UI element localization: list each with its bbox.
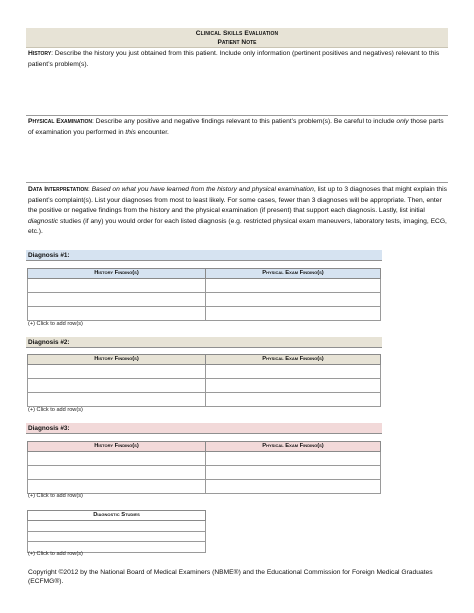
table-row — [28, 531, 206, 542]
history-finding-cell[interactable] — [28, 480, 206, 494]
history-finding-cell[interactable] — [28, 452, 206, 466]
history-finding-cell[interactable] — [28, 307, 206, 321]
physical-exam-findings-header: Physical Exam Finding(s) — [206, 442, 381, 452]
table-row — [28, 279, 381, 293]
table-row — [28, 452, 381, 466]
diagnosis-3-band — [26, 423, 382, 434]
physical-finding-cell[interactable] — [206, 393, 381, 407]
form-subtitle: Patient Note — [217, 39, 257, 46]
diagnosis-1-band — [26, 250, 382, 261]
physical-finding-cell[interactable] — [206, 279, 381, 293]
physical-finding-cell[interactable] — [206, 480, 381, 494]
table-row — [28, 365, 381, 379]
form-title: Clinical Skills Evaluation — [195, 30, 279, 37]
diagnostic-study-cell[interactable] — [28, 531, 206, 542]
physical-finding-cell[interactable] — [206, 379, 381, 393]
data-interpretation-section — [28, 185, 448, 238]
history-findings-header: History Finding(s) — [28, 442, 206, 452]
table-row — [28, 521, 206, 532]
physical-exam-findings-header: Physical Exam Finding(s) — [206, 355, 381, 365]
physical-exam-emphasis-only: only — [396, 118, 409, 125]
data-interpretation-colon: : — [87, 186, 92, 193]
physical-exam-text-1: : Describe any positive and negative findings relevant to this patient’s problem(s). Be careful to include — [92, 118, 397, 125]
table-row — [28, 293, 381, 307]
table-row — [28, 307, 381, 321]
history-finding-cell[interactable] — [28, 379, 206, 393]
physical-finding-cell[interactable] — [206, 466, 381, 480]
data-interpretation-text-1: , list up to 3 diagnoses that might explain this patient’s complaint(s). List your diagnoses from most to least likely. For some cases, fewer than 3 diagnoses will be appropriate. Then, enter the positive or negative findings from the history and the physical examination (if present) that support each diagnosis. Lastly, list initial — [28, 186, 447, 215]
physical-exam-findings-header: Physical Exam Finding(s) — [206, 269, 381, 279]
data-interpretation-text-2: studies (if any) you would order for each listed diagnosis (e.g. restricted physical exam maneuvers, laboratory tests, imaging, ECG, etc.). — [28, 217, 447, 236]
diagnosis-1-add-row-button[interactable]: (+) Click to add row(s) — [28, 321, 83, 327]
copyright-notice: Copyright ©2012 by the National Board of Medical Examiners (NBME®) and the Educational Commission for Foreign Medical Graduates (ECFMG®). — [28, 569, 433, 585]
diagnostic-studies-table — [27, 510, 206, 553]
table-row — [28, 480, 381, 494]
diagnosis-2-add-row-button[interactable]: (+) Click to add row(s) — [28, 407, 83, 413]
diagnosis-1-table — [27, 268, 381, 321]
physical-finding-cell[interactable] — [206, 293, 381, 307]
data-interpretation-label: Data Interpretation — [28, 186, 88, 193]
diagnosis-3-label: Diagnosis #3: — [28, 425, 70, 432]
physical-exam-text-2: those parts of examination you performed in — [28, 118, 444, 136]
history-findings-header: History Finding(s) — [28, 269, 206, 279]
data-interpretation-intro: Based on what you have learned from the history and physical examination — [91, 186, 314, 193]
diagnosis-1-label: Diagnosis #1: — [28, 252, 70, 259]
table-row — [28, 393, 381, 407]
diagnostic-studies-add-row-button[interactable]: (+) Click to add row(s) — [28, 551, 83, 557]
history-finding-cell[interactable] — [28, 279, 206, 293]
physical-finding-cell[interactable] — [206, 365, 381, 379]
history-divider — [26, 115, 448, 116]
diagnosis-3-table — [27, 441, 381, 494]
diagnostic-study-cell[interactable] — [28, 521, 206, 532]
physical-exam-section[interactable] — [28, 117, 448, 138]
history-findings-header: History Finding(s) — [28, 355, 206, 365]
physical-finding-cell[interactable] — [206, 307, 381, 321]
data-interpretation-emphasis-diagnostic: diagnostic — [28, 217, 59, 225]
history-finding-cell[interactable] — [28, 365, 206, 379]
diagnostic-studies-header: Diagnostic Studies — [28, 511, 206, 521]
diagnosis-3-add-row-button[interactable]: (+) Click to add row(s) — [28, 493, 83, 499]
table-row — [28, 379, 381, 393]
physical-exam-text-3: encounter. — [135, 128, 169, 136]
history-finding-cell[interactable] — [28, 293, 206, 307]
physical-exam-emphasis-this: this — [125, 128, 136, 136]
history-label: History — [28, 50, 52, 57]
physical-finding-cell[interactable] — [206, 452, 381, 466]
diagnosis-2-band — [26, 337, 382, 348]
diagnosis-2-table — [27, 354, 381, 407]
history-section[interactable] — [28, 49, 448, 70]
table-row — [28, 466, 381, 480]
history-finding-cell[interactable] — [28, 393, 206, 407]
history-finding-cell[interactable] — [28, 466, 206, 480]
history-instructions: : Describe the history you just obtained from this patient. Include only information (pertinent positives and negatives) relevant to this patient’s problem(s). — [28, 50, 440, 68]
physical-exam-divider — [26, 182, 448, 183]
diagnosis-2-label: Diagnosis #2: — [28, 339, 70, 346]
physical-exam-label: Physical Examination — [28, 118, 93, 125]
